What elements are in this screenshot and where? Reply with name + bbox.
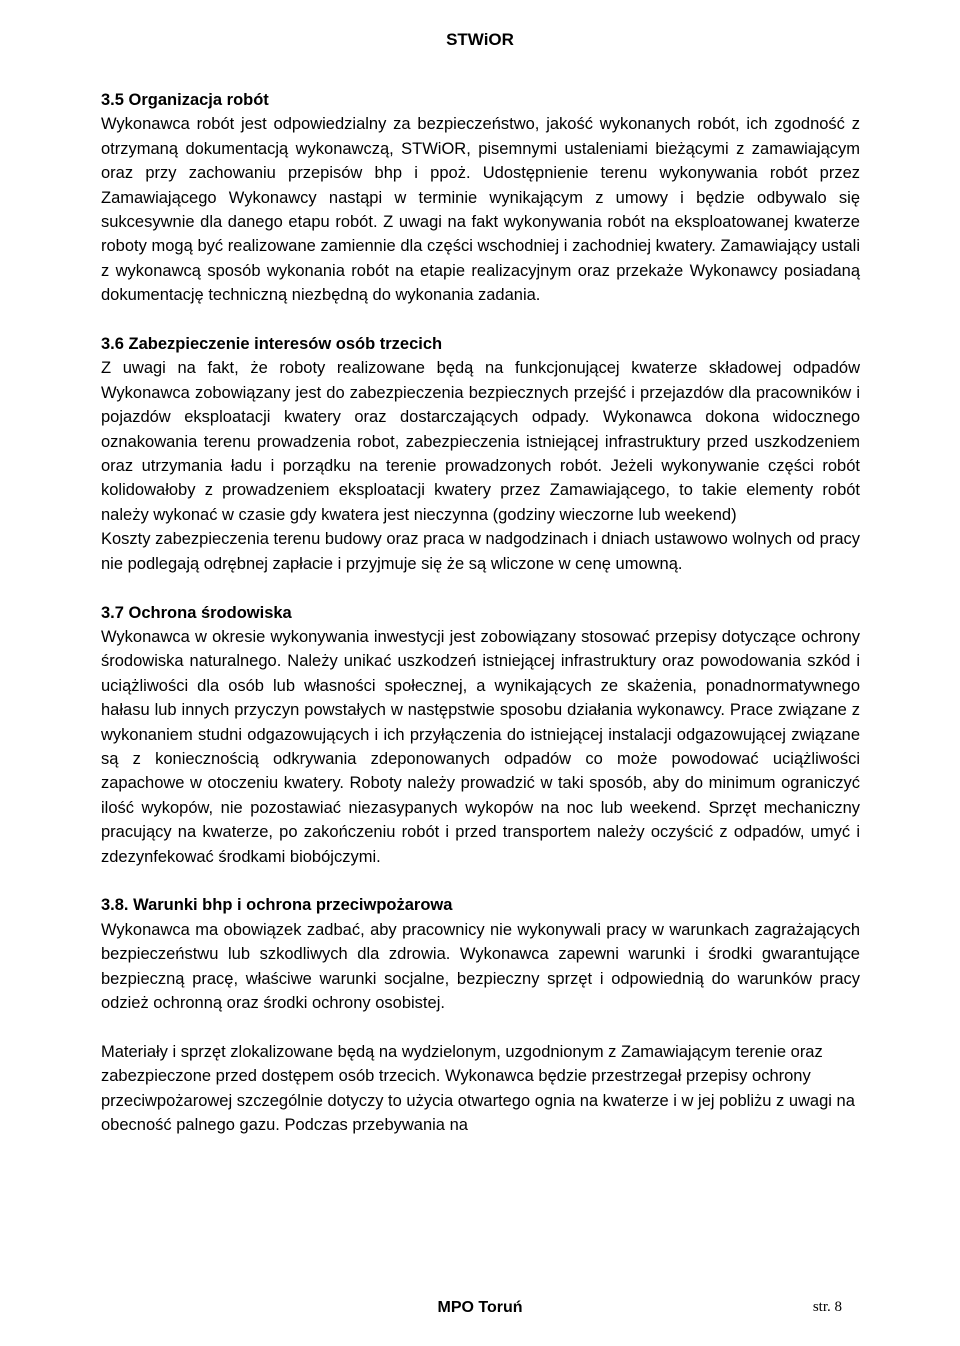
paragraph: Koszty zabezpieczenia terenu budowy oraz praca w nadgodzinach i dniach ustawowo wolnych od pracy nie podlegają odrębnej zapłacie i przyjmuje się że są wliczone w cenę umowną. — [101, 530, 860, 573]
paragraph: Wykonawca w okresie wykonywania inwestycji jest zobowiązany stosować przepisy dotyczące ochrony środowiska naturalnego. Należy unikać uszkodzeń istniejącej infrastruktury oraz powodowania szkód i uciążliwości dla osób lub własności społecznej, a wynikających ze skażenia, ponadnormatywnego hałasu lub innych przyczyn powstałych w następstwie sposobu działania wykonawcy. Prace związane z wykonaniem studni odgazowujących i ich przyłączenia do istniejącej instalacji odgazowującej związane są z koniecznością odkrywania zdeponowanych odpadów co może powodować uciążliwości zapachowe w otoczeniu kwatery. Roboty należy prowadzić w taki sposób, aby do minimum ograniczyć ilość wykopów, nie pozostawiać niezasypanych wykopów na noc lub weekend. Sprzęt mechaniczny pracujący na kwaterze, po zakończeniu robót i przed transportem należy oczyścić z odpadów, umyć i zdezynfekować środkami biobójczymi. — [101, 627, 860, 866]
section-heading: 3.8. Warunki bhp i ochrona przeciwpożarowa — [101, 896, 453, 915]
section-3-7 — [101, 601, 860, 869]
paragraph: Wykonawca ma obowiązek zadbać, aby pracownicy nie wykonywali pracy w warunkach zagrażających bezpieczeństwu lub szkodliwych dla zdrowia. Wykonawca zapewni warunki i środki gwarantujące bezpieczną pracę, właściwe warunki socjalne, bezpieczny sprzęt i odpowiednią do warunków pracy odzież ochronną oraz środki ochrony osobistej. — [101, 920, 860, 1012]
paragraph: Z uwagi na fakt, że roboty realizowane będą na funkcjonującej kwaterze składowej odpadów Wykonawca zobowiązany jest do zabezpieczenia bezpiecznych przejść i przejazdów dla pracowników i pojazdów eksploatacji kwatery oraz dostarczających odpady. Wykonawca dokona widocznego oznakowania terenu prowadzenia robot, zabezpieczenia istniejącej infrastruktury przed uszkodzeniem oraz utrzymania ładu i porządku na terenie prowadzonych robót. Jeżeli wykonywanie części robót kolidowałoby z prowadzeniem eksploatacji kwatery przez Zamawiającego, to takie elementy robót należy wykonać w czasie gdy kwatera jest nieczynna (godziny wieczorne lub weekend) — [101, 359, 860, 524]
paragraph: Wykonawca robót jest odpowiedzialny za bezpieczeństwo, jakość wykonanych robót, ich zgodność z otrzymaną dokumentacją wykonawczą, STWiOR, pisemnymi ustaleniami bieżącymi z zamawiającym oraz przy zachowaniu przepisów bhp i ppoż. Udostępnienie terenu wykonywania robót przez Zamawiającego Wykonawcy nastąpi w terminie wynikającym z umowy i będzie odbywalo się sukcesywnie dla danego etapu robót. Z uwagi na fakt wykonywania robót na eksploatowanej kwaterze roboty mogą być realizowane zamiennie dla części wschodniej i zachodniej kwatery. Zamawiający ustali z wykonawcą sposób wykonania robót na etapie realizacyjnym oraz przekaże Wykonawcy posiadaną dokumentację techniczną niezbędną do wykonania zadania. — [101, 115, 860, 305]
page-number: str. 8 — [812, 1299, 842, 1315]
section-heading: 3.7 Ochrona środowiska — [101, 603, 292, 622]
document-body — [101, 88, 860, 1162]
section-3-6 — [101, 332, 860, 576]
page-header — [0, 30, 960, 50]
section-3-8-continued — [101, 1040, 860, 1138]
section-3-5 — [101, 88, 860, 308]
section-3-8 — [101, 893, 860, 1015]
section-heading: 3.6 Zabezpieczenie interesów osób trzecich — [101, 335, 443, 354]
document-title: STWiOR — [446, 30, 514, 49]
footer-organization: MPO Toruń — [437, 1299, 523, 1316]
section-heading: 3.5 Organizacja robót — [101, 91, 269, 109]
paragraph: Materiały i sprzęt zlokalizowane będą na wydzielonym, uzgodnionym z Zamawiającym terenie oraz zabezpieczone przed dostępem osób trzecich. Wykonawca będzie przestrzegał przepisy ochrony przeciwpożarowej szczególnie dotyczy to użycia otwartego ognia na kwaterze i w jej pobliżu z uwagi na obecność palnego gazu. Podczas przebywania na — [101, 1042, 855, 1134]
